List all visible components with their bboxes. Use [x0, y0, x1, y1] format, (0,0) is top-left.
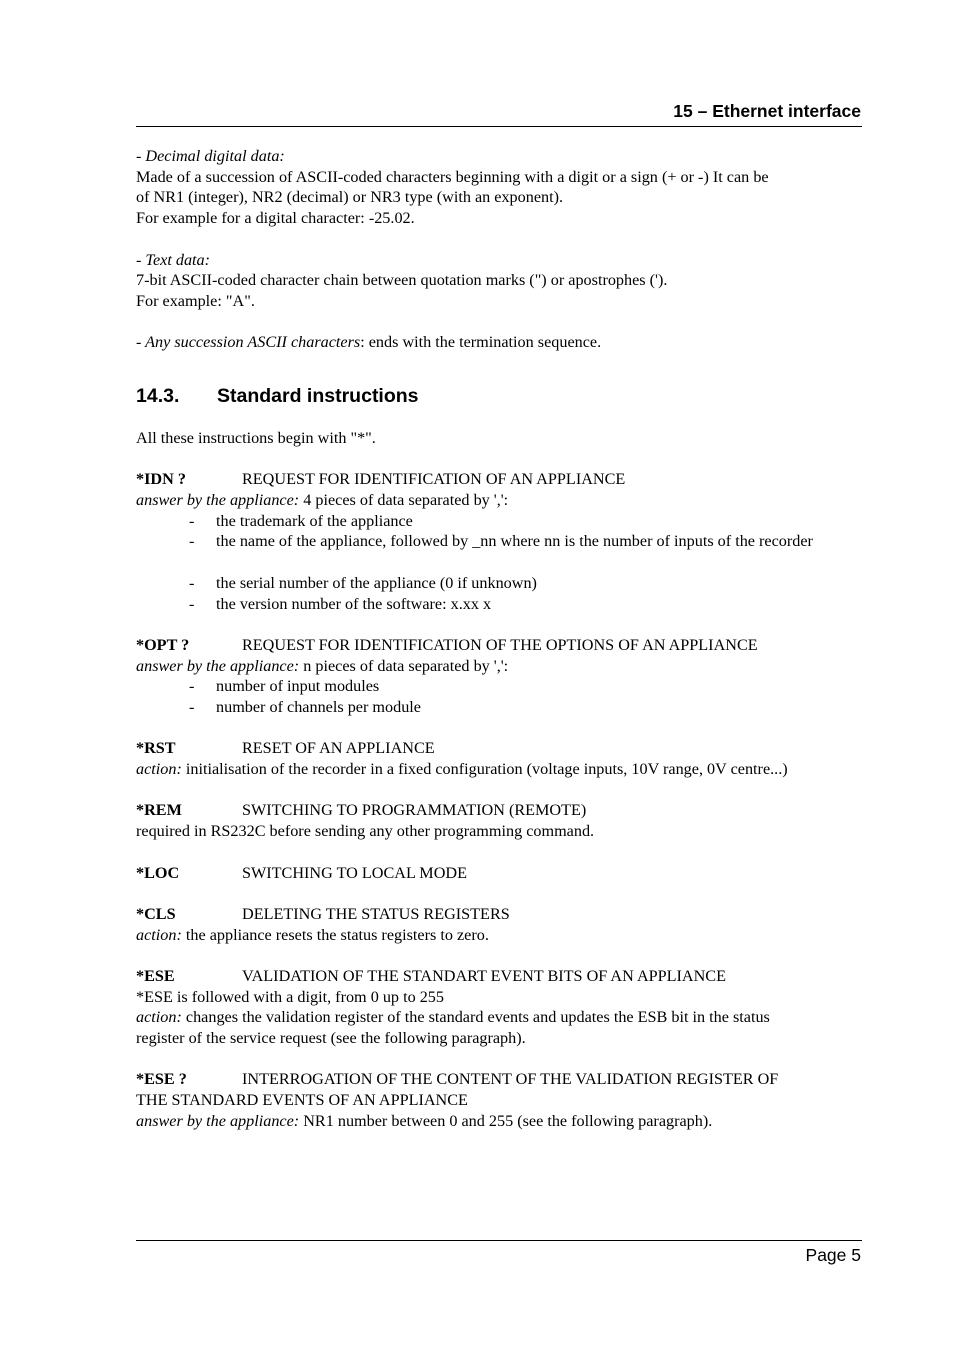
- section-intro: All these instructions begin with "*".: [136, 429, 376, 447]
- opt-item-1: number of input modules: [216, 677, 380, 696]
- cls-code: *CLS: [136, 904, 176, 923]
- page-header: [136, 100, 862, 127]
- idn-description: REQUEST FOR IDENTIFICATION OF AN APPLIANCE: [242, 470, 626, 489]
- idn-answer-label: answer by the appliance:: [136, 491, 300, 510]
- rem-code: *REM: [136, 801, 182, 820]
- idn-item-4: the version number of the software: x.xx x: [216, 594, 492, 613]
- cls-action-label: action:: [136, 925, 182, 944]
- idn-item-1: the trademark of the appliance: [216, 511, 413, 530]
- page-footer: [136, 1240, 862, 1265]
- idn-command: [136, 469, 876, 490]
- idn-answer: [136, 490, 876, 511]
- idn-item-2: the name of the appliance, followed by _nn where nn is the number of inputs of the recorder: [216, 532, 813, 551]
- rst-action: [136, 759, 876, 780]
- ese-action-label: action:: [136, 1008, 182, 1027]
- rem-description: SWITCHING TO PROGRAMMATION (REMOTE): [242, 801, 587, 820]
- opt-item-2: number of channels per module: [216, 698, 421, 716]
- ese-query-answer-text: NR1 number between 0 and 255 (see the following paragraph).: [299, 1111, 713, 1130]
- rst-description: RESET OF AN APPLIANCE: [242, 739, 435, 758]
- opt-code: *OPT ?: [136, 635, 190, 654]
- cls-action: [136, 925, 876, 946]
- ese-note: *ESE is followed with a digit, from 0 up to 255: [136, 987, 444, 1006]
- rem-note: required in RS232C before sending any other programming command.: [136, 822, 595, 841]
- idn-item-3: the serial number of the appliance (0 if unknown): [216, 573, 537, 592]
- rst-command: [136, 738, 876, 759]
- loc-description: SWITCHING TO LOCAL MODE: [242, 863, 467, 882]
- rem-command: [136, 800, 876, 821]
- ese-action-text-1: changes the validation register of the standard events and updates the ESB bit in the status: [181, 1008, 770, 1027]
- text-data-line-2: For example: "A".: [136, 291, 255, 310]
- cls-description: DELETING THE STATUS REGISTERS: [242, 904, 510, 923]
- rst-code: *RST: [136, 739, 176, 758]
- ese-query-command: [136, 1069, 876, 1090]
- section-title: Standard instructions: [217, 385, 419, 407]
- ese-query-answer-label: answer by the appliance:: [136, 1111, 300, 1130]
- ese-query-answer: [136, 1111, 876, 1132]
- any-succession-text: : ends with the termination sequence.: [360, 333, 602, 352]
- text-data-line-1: 7-bit ASCII-coded character chain between quotation marks (") or apostrophes (').: [136, 271, 668, 290]
- idn-answer-text: 4 pieces of data separated by ',':: [299, 491, 509, 510]
- list-item: - the name of the appliance, followed by _nn where nn is the number of inputs of the recorder: [136, 531, 876, 572]
- list-item: - the serial number of the appliance (0 if unknown): [189, 573, 537, 592]
- list-item: - the trademark of the appliance: [189, 511, 413, 530]
- decimal-line-3: For example for a digital character: -25.02.: [136, 209, 415, 228]
- opt-answer: [136, 656, 876, 677]
- ese-action: [136, 1007, 876, 1028]
- opt-command: [136, 635, 876, 656]
- section-number: 14.3.: [136, 385, 180, 407]
- list-item: - number of channels per module: [189, 698, 421, 716]
- list-item: - the version number of the software: x.xx x: [189, 594, 492, 613]
- opt-description: REQUEST FOR IDENTIFICATION OF THE OPTIONS OF AN APPLIANCE: [242, 635, 758, 654]
- ese-query-description-2: THE STANDARD EVENTS OF AN APPLIANCE: [136, 1091, 468, 1110]
- decimal-line-2: of NR1 (integer), NR2 (decimal) or NR3 type (with an exponent).: [136, 188, 564, 207]
- idn-code: *IDN ?: [136, 470, 186, 489]
- ese-description: VALIDATION OF THE STANDART EVENT BITS OF AN APPLIANCE: [242, 966, 726, 985]
- ese-code: *ESE: [136, 966, 175, 985]
- page-content: [136, 146, 876, 1132]
- loc-command: [136, 863, 876, 884]
- any-succession-label: - Any succession ASCII characters: [136, 333, 361, 352]
- ese-command: [136, 966, 876, 987]
- list-item: - number of input modules: [189, 677, 380, 696]
- text-data-heading: - Text data:: [136, 250, 211, 269]
- opt-answer-text: n pieces of data separated by ',':: [299, 656, 509, 675]
- rst-action-label: action:: [136, 760, 182, 779]
- ese-query-description: INTERROGATION OF THE CONTENT OF THE VALIDATION REGISTER OF: [242, 1070, 779, 1089]
- cls-command: [136, 904, 876, 925]
- section-heading: [136, 384, 876, 428]
- cls-action-text: the appliance resets the status registers to zero.: [181, 925, 489, 944]
- rst-action-text: initialisation of the recorder in a fixed configuration (voltage inputs, 10V range, 0V centre...): [181, 760, 788, 779]
- header-title: 15 – Ethernet interface: [673, 101, 861, 121]
- decimal-line-1: Made of a succession of ASCII-coded characters beginning with a digit or a sign (+ or -) It can be: [136, 167, 769, 186]
- loc-code: *LOC: [136, 863, 180, 882]
- decimal-heading: - Decimal digital data:: [136, 147, 285, 165]
- any-succession-paragraph: [136, 332, 876, 353]
- opt-answer-label: answer by the appliance:: [136, 656, 300, 675]
- ese-action-text-2: register of the service request (see the following paragraph).: [136, 1029, 526, 1048]
- ese-query-code: *ESE ?: [136, 1070, 187, 1089]
- page-number: Page 5: [805, 1245, 861, 1265]
